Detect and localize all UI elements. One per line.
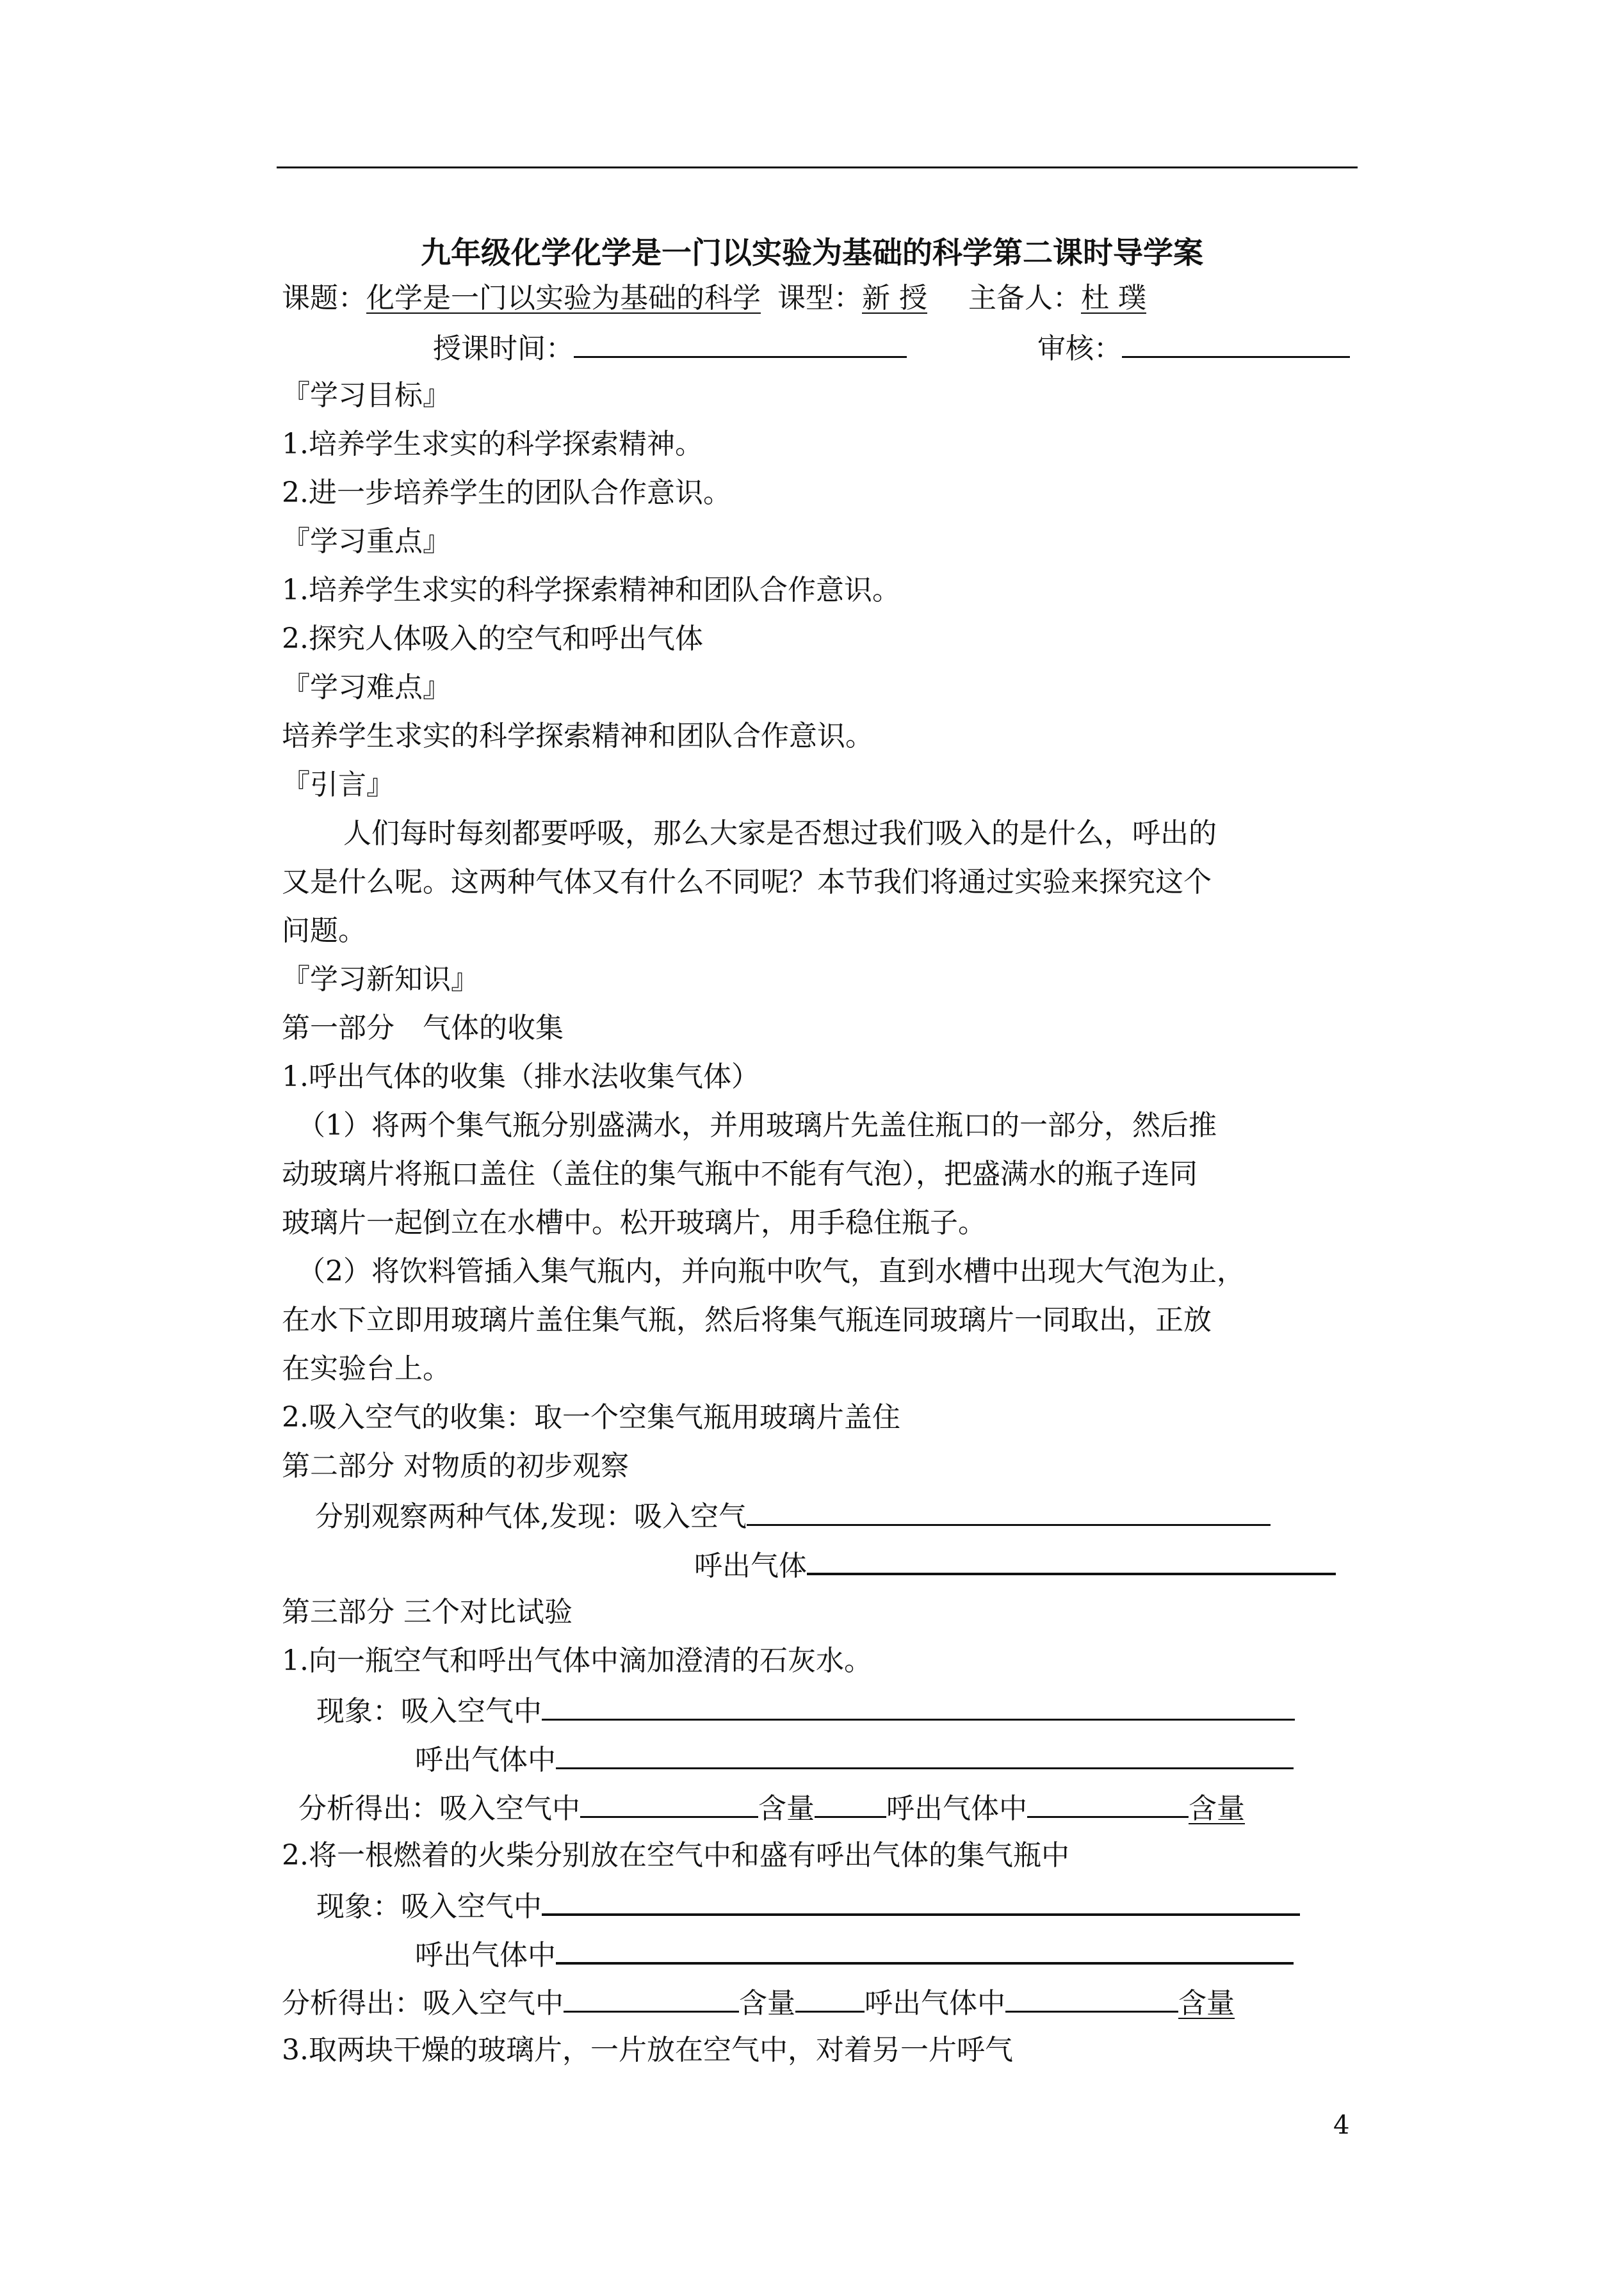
preparer-value: 杜 璞 xyxy=(1081,282,1146,314)
document-title: 九年级化学化学是一门以实验为基础的科学第二课时导学案 xyxy=(421,236,1203,271)
keypoint-2: 2.探究人体吸入的空气和呼出气体 xyxy=(282,622,703,655)
intro-line-1: 人们每时每刻都要呼吸，那么大家是否想过我们吸入的是什么，呼出的 xyxy=(343,817,1217,850)
exp1-phenomenon-exhaled xyxy=(415,1739,1294,1780)
step1-line-2: 动玻璃片将瓶口盖住（盖住的集气瓶中不能有气泡），把盛满水的瓶子连同 xyxy=(282,1158,1198,1190)
objectives-heading: 『学习目标』 xyxy=(282,379,451,412)
new-knowledge-heading: 『学习新知识』 xyxy=(282,963,479,996)
exhaled-label: 呼出气体 xyxy=(694,1550,807,1582)
content-label: 含量 xyxy=(1189,1792,1245,1825)
exhaled-in-label: 呼出气体中 xyxy=(415,1744,556,1776)
keypoint-1: 1.培养学生求实的科学探索精神和团队合作意识。 xyxy=(282,574,900,606)
step1-line-1: （1）将两个集气瓶分别盛满水，并用玻璃片先盖住瓶口的一部分，然后推 xyxy=(297,1109,1217,1142)
keypoints-heading: 『学习重点』 xyxy=(282,525,451,558)
time-line xyxy=(433,328,1350,368)
exp1-exhaled-blank[interactable] xyxy=(556,1739,1294,1769)
time-label: 授课时间： xyxy=(433,332,574,365)
exhaled-in-label: 呼出气体中 xyxy=(415,1939,556,1972)
type-value: 新 授 xyxy=(862,282,927,314)
content-label: 含量 xyxy=(758,1792,815,1825)
part1-item-1: 1.呼出气体的收集（排水法收集气体） xyxy=(282,1060,759,1093)
exp1-text: 1.向一瓶空气和呼出气体中滴加澄清的石灰水。 xyxy=(282,1644,872,1677)
exp1-phenomenon-inhaled xyxy=(316,1691,1295,1731)
exp2-phenomenon-exhaled xyxy=(415,1934,1294,1975)
exhaled-observe-line xyxy=(694,1545,1336,1585)
analysis-prefix: 分析得出：吸入空气中 xyxy=(298,1792,580,1825)
exp2-exhaled-blank[interactable] xyxy=(556,1934,1294,1965)
intro-heading: 『引言』 xyxy=(282,768,394,801)
part2-heading: 第二部分 对物质的初步观察 xyxy=(282,1450,629,1482)
intro-line-3: 问题。 xyxy=(282,914,366,947)
exp1-analysis xyxy=(298,1788,1245,1828)
exp3-text: 3.取两块干燥的玻璃片，一片放在空气中，对着另一片呼气 xyxy=(282,2034,1013,2066)
exp2-inhaled-blank[interactable] xyxy=(542,1885,1300,1916)
difficulty-heading: 『学习难点』 xyxy=(282,671,451,704)
exp2-analysis xyxy=(282,1983,1235,2023)
intro-line-2: 又是什么呢。这两种气体又有什么不同呢？本节我们将通过实验来探究这个 xyxy=(282,866,1212,898)
exp2-text: 2.将一根燃着的火柴分别放在空气中和盛有呼出气体的集气瓶中 xyxy=(282,1839,1069,1872)
objective-2: 2.进一步培养学生的团队合作意识。 xyxy=(282,476,731,509)
analysis-prefix: 分析得出：吸入空气中 xyxy=(282,1987,564,2020)
header-rule xyxy=(277,166,1358,168)
review-blank[interactable] xyxy=(1122,328,1350,358)
preparer-label: 主备人： xyxy=(968,282,1081,314)
observe-prefix: 分别观察两种气体,发现：吸入空气 xyxy=(315,1500,747,1533)
time-blank[interactable] xyxy=(574,328,907,358)
exp1-inhaled-blank[interactable] xyxy=(542,1691,1295,1721)
observe-line xyxy=(315,1496,1271,1536)
meta-line xyxy=(282,279,1146,318)
difficulty-1: 培养学生求实的科学探索精神和团队合作意识。 xyxy=(282,720,873,752)
content-label: 含量 xyxy=(739,1987,795,2020)
type-label: 课型： xyxy=(777,282,862,314)
step2-line-1: （2）将饮料管插入集气瓶内，并向瓶中吹气，直到水槽中出现大气泡为止， xyxy=(297,1255,1245,1288)
exp1-exhaled-content-blank[interactable] xyxy=(1027,1788,1189,1818)
part3-heading: 第三部分 三个对比试验 xyxy=(282,1596,572,1628)
topic-value: 化学是一门以实验为基础的科学 xyxy=(366,282,761,314)
part1-heading: 第一部分 气体的收集 xyxy=(282,1012,564,1044)
phenomenon-label: 现象：吸入空气中 xyxy=(316,1890,542,1923)
objective-1: 1.培养学生求实的科学探索精神。 xyxy=(282,428,703,460)
phenomenon-label: 现象：吸入空气中 xyxy=(316,1695,542,1728)
review-label: 审核： xyxy=(1037,332,1122,365)
topic-label: 课题： xyxy=(282,282,366,314)
part1-item-2: 2.吸入空气的收集：取一个空集气瓶用玻璃片盖住 xyxy=(282,1401,900,1434)
analysis-exhaled: 呼出气体中 xyxy=(886,1792,1027,1825)
exp1-inhaled-content-blank[interactable] xyxy=(580,1788,758,1818)
inhaled-observe-blank[interactable] xyxy=(747,1496,1271,1526)
exp2-phenomenon-inhaled xyxy=(316,1885,1300,1926)
analysis-exhaled: 呼出气体中 xyxy=(865,1987,1005,2020)
exp1-compare-blank[interactable] xyxy=(815,1788,886,1818)
exp2-inhaled-content-blank[interactable] xyxy=(564,1983,739,2013)
content-label: 含量 xyxy=(1178,1987,1235,2020)
exp2-exhaled-content-blank[interactable] xyxy=(1005,1983,1178,2013)
exp2-compare-blank[interactable] xyxy=(795,1983,865,2013)
step2-line-3: 在实验台上。 xyxy=(282,1352,451,1385)
step2-line-2: 在水下立即用玻璃片盖住集气瓶，然后将集气瓶连同玻璃片一同取出，正放 xyxy=(282,1304,1212,1336)
page-number: 4 xyxy=(1333,2111,1350,2140)
step1-line-3: 玻璃片一起倒立在水槽中。松开玻璃片，用手稳住瓶子。 xyxy=(282,1206,986,1239)
exhaled-observe-blank[interactable] xyxy=(807,1545,1336,1575)
